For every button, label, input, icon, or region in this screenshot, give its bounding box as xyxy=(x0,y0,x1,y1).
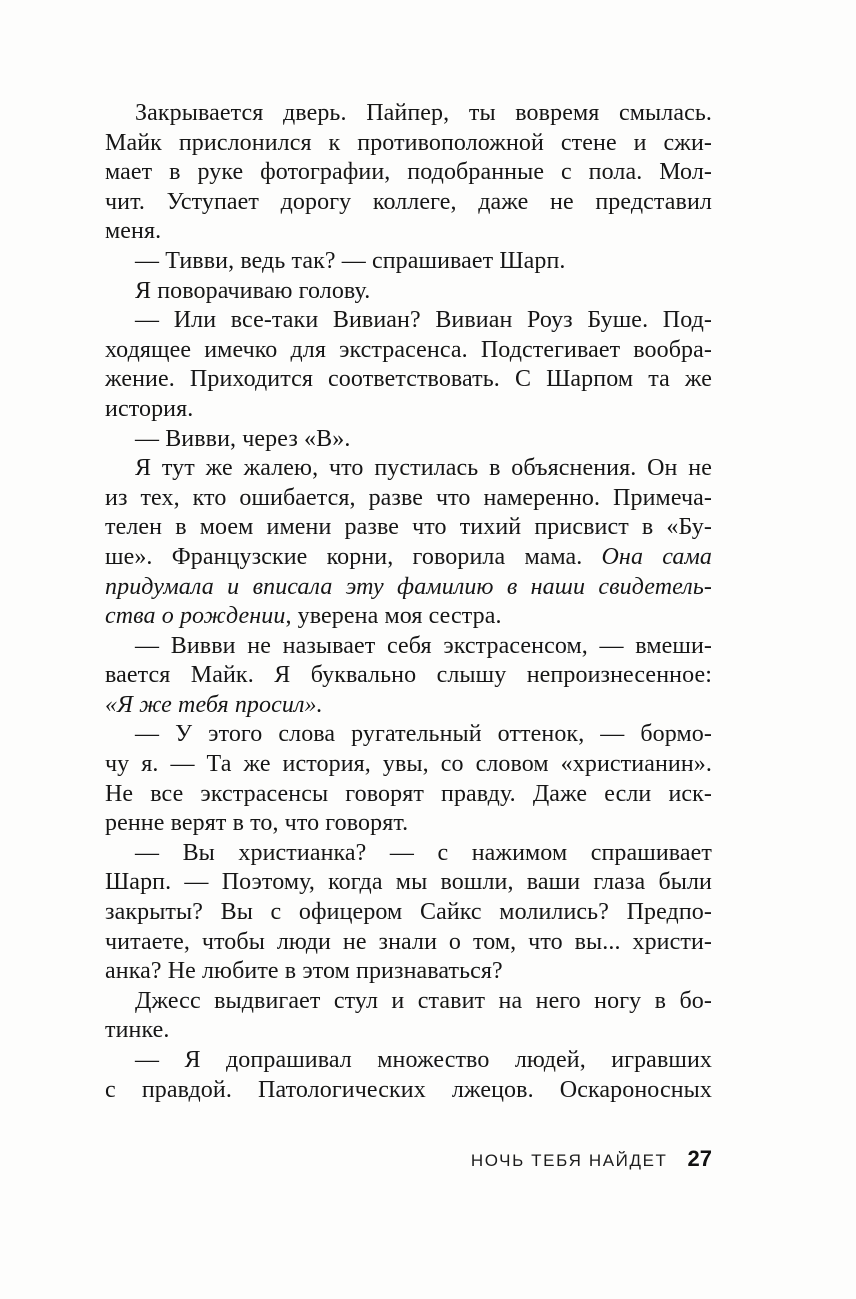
text-line xyxy=(105,217,712,247)
paragraph xyxy=(105,720,712,838)
text-line xyxy=(105,395,712,425)
text-run: закрыты? Вы с офицером Сайкс молились? Предпо- xyxy=(105,899,712,926)
text-run: из тех, кто ошибается, разве что намеренно. Примеча- xyxy=(105,484,712,511)
paragraph xyxy=(105,839,712,987)
text-line xyxy=(105,661,712,691)
text-run: чит. Уступает дорогу коллеге, даже не представил xyxy=(105,188,712,215)
text-line xyxy=(105,602,712,632)
text-line xyxy=(105,277,712,307)
page-number: 27 xyxy=(687,1146,712,1171)
text-line xyxy=(105,573,712,603)
italic-text-run: ства о рождении xyxy=(105,603,286,630)
text-run: — У этого слова ругательный оттенок, — бормо- xyxy=(135,721,712,748)
text-line xyxy=(105,839,712,869)
text-line xyxy=(105,1076,712,1106)
text-run: — Я допрашивал множество людей, игравших xyxy=(135,1047,712,1073)
text-line xyxy=(105,720,712,750)
text-line xyxy=(105,750,712,780)
text-run: — Тивви, ведь так? — спрашивает Шарп. xyxy=(135,247,566,274)
paragraph xyxy=(105,306,712,424)
text-run: Я тут же жалею, что пустилась в объяснения. Он не xyxy=(135,455,712,482)
text-run: Майк прислонился к противоположной стене и сжи- xyxy=(105,129,712,156)
italic-text-run: придумала и вписала эту фамилию в наши свидетель- xyxy=(105,573,712,600)
text-run: Шарп. — Поэтому, когда мы вошли, ваши глаза были xyxy=(105,869,712,896)
text-run: Я поворачиваю голову. xyxy=(135,277,371,304)
text-run: вается Майк. Я буквально слышу непроизнесенное: xyxy=(105,662,712,689)
text-line xyxy=(105,898,712,928)
text-line xyxy=(105,454,712,484)
text-line xyxy=(105,868,712,898)
text-run: — Вивви не называет себя экстрасенсом, — вмеши- xyxy=(135,632,712,659)
text-run: — Вивви, через «В». xyxy=(135,425,351,452)
text-run: жение. Приходится соответствовать. С Шарпом та же xyxy=(105,366,712,393)
text-line xyxy=(105,809,712,839)
text-line xyxy=(105,247,712,277)
text-run: Закрывается дверь. Пайпер, ты вовремя смылась. xyxy=(135,100,712,126)
text-run: чу я. — Та же история, увы, со словом «христианин». xyxy=(105,751,712,778)
text-run: Джесс выдвигает стул и ставит на него ногу в бо- xyxy=(135,987,712,1014)
text-run: меня. xyxy=(105,218,162,245)
text-line xyxy=(105,129,712,159)
text-line xyxy=(105,928,712,958)
text-block xyxy=(105,99,712,1105)
text-line xyxy=(105,1016,712,1046)
text-run: телен в моем имени разве что тихий присвист в «Бу- xyxy=(105,514,712,541)
text-run: , уверена моя сестра. xyxy=(285,603,502,630)
text-line xyxy=(105,780,712,810)
text-run: анка? Не любите в этом признаваться? xyxy=(105,958,503,985)
text-run: ходящее имечко для экстрасенса. Подстегивает вообра- xyxy=(105,336,712,363)
paragraph xyxy=(105,987,712,1046)
text-line xyxy=(105,306,712,336)
text-run: тинке. xyxy=(105,1017,170,1044)
text-line xyxy=(105,365,712,395)
text-run: Не все экстрасенсы говорят правду. Даже если иск- xyxy=(105,780,712,807)
text-run: — Вы христианка? — с нажимом спрашивает xyxy=(135,839,712,866)
text-line xyxy=(105,957,712,987)
text-run: с правдой. Патологических лжецов. Оскароносных xyxy=(105,1076,712,1103)
paragraph xyxy=(105,454,712,632)
italic-text-run: «Я же тебя просил». xyxy=(105,691,323,718)
running-title: НОЧЬ ТЕБЯ НАЙДЕТ xyxy=(470,1151,668,1170)
paragraph xyxy=(105,632,712,721)
page-footer xyxy=(471,1146,712,1172)
text-line xyxy=(105,99,712,129)
text-line xyxy=(105,632,712,662)
text-run: история. xyxy=(105,395,194,422)
text-line xyxy=(105,484,712,514)
text-run: — Или все-таки Вивиан? Вивиан Роуз Буше. Под- xyxy=(135,307,712,334)
italic-text-run: Она сама xyxy=(601,543,712,570)
text-line xyxy=(105,691,712,721)
text-line xyxy=(105,336,712,366)
text-run: читаете, чтобы люди не знали о том, что вы... христи- xyxy=(105,928,712,955)
paragraph xyxy=(105,1046,712,1105)
paragraph xyxy=(105,277,712,307)
text-line xyxy=(105,513,712,543)
text-line xyxy=(105,425,712,455)
text-line xyxy=(105,188,712,218)
text-line xyxy=(105,158,712,188)
text-line xyxy=(105,543,712,573)
paragraph xyxy=(105,425,712,455)
paragraph xyxy=(105,247,712,277)
text-run: ренне верят в то, что говорят. xyxy=(105,810,409,837)
paragraph xyxy=(105,99,712,247)
text-line xyxy=(105,987,712,1017)
text-line xyxy=(105,1046,712,1076)
text-run: ше». Французские корни, говорила мама. xyxy=(105,543,602,570)
text-run: мает в руке фотографии, подобранные с пола. Мол- xyxy=(105,159,712,186)
